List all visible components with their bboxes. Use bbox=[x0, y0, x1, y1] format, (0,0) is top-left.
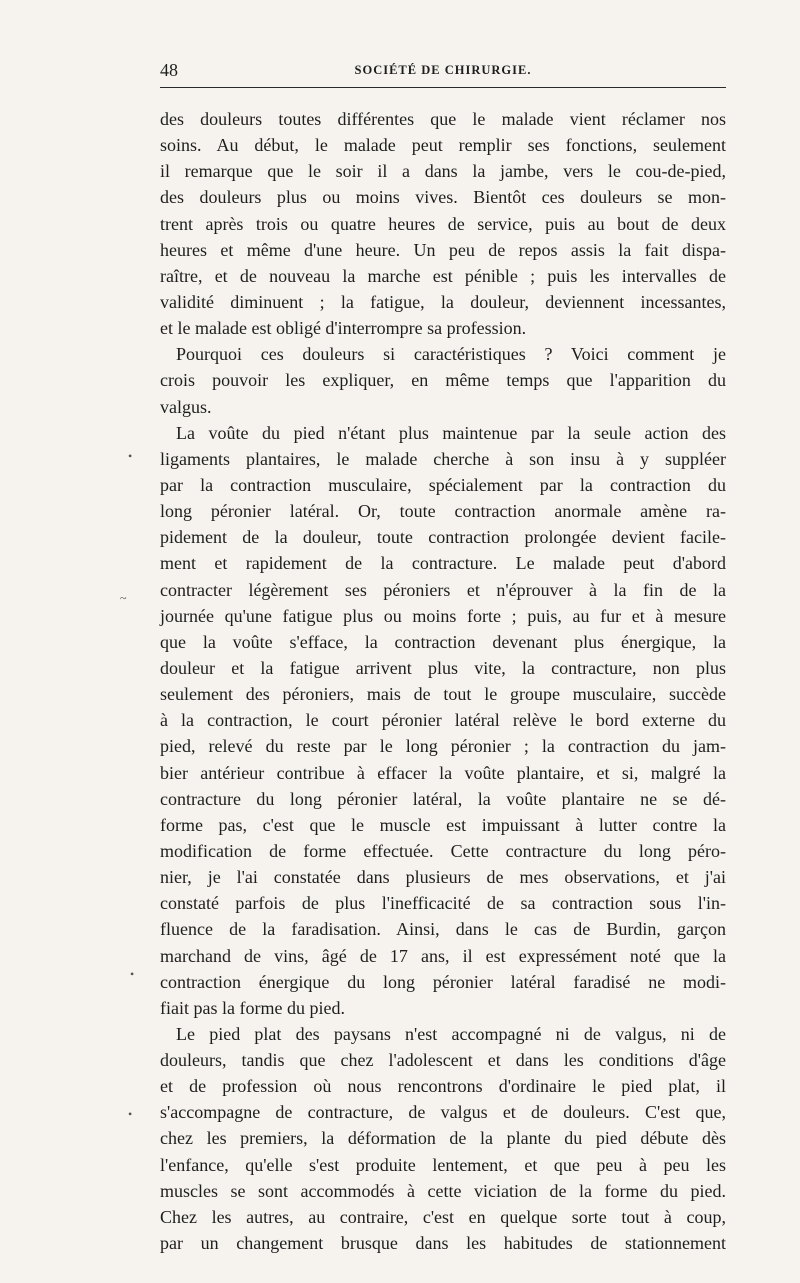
text-line: à la contraction, le court péronier latéral relève le bord externe du bbox=[160, 710, 726, 731]
running-title: SOCIÉTÉ DE CHIRURGIE. bbox=[354, 63, 532, 77]
body-text bbox=[160, 106, 726, 1256]
text-line: modification de forme effectuée. Cette contracture du long péro- bbox=[160, 840, 726, 861]
text-line: bier antérieur contribue à effacer la voûte plantaire, et si, malgré la bbox=[160, 762, 726, 783]
margin-mark: • bbox=[128, 1107, 133, 1121]
text-line: pied, relevé du reste par le long péronier ; la contraction du jam- bbox=[160, 736, 726, 757]
text-line: contraction énergique du long péronier latéral faradisé ne modi- bbox=[160, 971, 726, 992]
text-line: et le malade est obligé d'interrompre sa profession. bbox=[160, 318, 527, 339]
text-line: constaté parfois de plus l'inefficacité de sa contraction sous l'in- bbox=[160, 893, 726, 914]
text-line: contracture du long péronier latéral, la voûte plantaire ne se dé- bbox=[160, 788, 726, 809]
text-line: soins. Au début, le malade peut remplir ses fonctions, seulement bbox=[160, 135, 726, 156]
text-line: fluence de la faradisation. Ainsi, dans le cas de Burdin, garçon bbox=[160, 919, 726, 940]
margin-mark: • bbox=[128, 449, 133, 463]
text-line: muscles se sont accommodés à cette viciation de la forme du pied. bbox=[160, 1180, 726, 1201]
text-line: Pourquoi ces douleurs si caractéristiques ? Voici comment je bbox=[176, 344, 726, 365]
page-number: 48 bbox=[160, 60, 178, 80]
text-line: valgus. bbox=[160, 396, 212, 417]
text-line: fiait pas la forme du pied. bbox=[160, 997, 345, 1018]
text-line: Chez les autres, au contraire, c'est en quelque sorte tout à coup, bbox=[160, 1206, 726, 1227]
margin-mark: • bbox=[130, 967, 135, 981]
text-line: La voûte du pied n'étant plus maintenue par la seule action des bbox=[176, 422, 726, 443]
header-rule bbox=[160, 87, 726, 88]
text-line: contracter légèrement ses péroniers et n'éprouver à la fin de la bbox=[160, 579, 726, 600]
text-line: il remarque que le soir il a dans la jambe, vers le cou-de-pied, bbox=[160, 161, 726, 182]
text-line: et de profession où nous rencontrons d'ordinaire le pied plat, il bbox=[160, 1076, 726, 1097]
text-line: validité diminuent ; la fatigue, la douleur, deviennent incessantes, bbox=[160, 291, 726, 312]
text-line: que la voûte s'efface, la contraction devenant plus énergique, la bbox=[160, 631, 726, 652]
text-line: ligaments plantaires, le malade cherche à son insu à y suppléer bbox=[160, 448, 726, 469]
text-line: heures et même d'une heure. Un peu de repos assis la fait dispa- bbox=[160, 239, 726, 260]
text-line: journée qu'une fatigue plus ou moins forte ; puis, au fur et à mesure bbox=[160, 605, 726, 626]
text-line: par un changement brusque dans les habitudes de stationnement bbox=[160, 1233, 726, 1254]
page-header bbox=[160, 58, 726, 82]
text-line: des douleurs toutes différentes que le malade vient réclamer nos bbox=[160, 109, 726, 129]
text-line: douleurs, tandis que chez l'adolescent et dans les conditions d'âge bbox=[160, 1050, 726, 1071]
text-line: l'enfance, qu'elle s'est produite lentement, et que peu à peu les bbox=[160, 1154, 726, 1175]
text-line: crois pouvoir les expliquer, en même temps que l'apparition du bbox=[160, 370, 726, 391]
text-line: seulement des péroniers, mais de tout le groupe musculaire, succède bbox=[160, 684, 726, 705]
text-line: des douleurs plus ou moins vives. Bientôt ces douleurs se mon- bbox=[160, 187, 726, 208]
text-line: long péronier latéral. Or, toute contraction anormale amène ra- bbox=[160, 501, 726, 522]
text-line: pidement de la douleur, toute contraction prolongée devient facile- bbox=[160, 527, 726, 548]
margin-mark: ~ bbox=[120, 591, 127, 605]
text-line: Le pied plat des paysans n'est accompagné ni de valgus, ni de bbox=[176, 1023, 726, 1044]
text-line: par la contraction musculaire, spécialement par la contraction du bbox=[160, 474, 726, 495]
text-line: nier, je l'ai constatée dans plusieurs de mes observations, et j'ai bbox=[160, 867, 726, 888]
text-line: chez les premiers, la déformation de la plante du pied débute dès bbox=[160, 1128, 726, 1149]
text-line: marchand de vins, âgé de 17 ans, il est expressément noté que la bbox=[160, 945, 726, 966]
text-line: forme pas, c'est que le muscle est impuissant à lutter contre la bbox=[160, 814, 726, 835]
text-line: douleur et la fatigue arrivent plus vite, la contracture, non plus bbox=[160, 657, 726, 678]
text-line: raître, et de nouveau la marche est pénible ; puis les intervalles de bbox=[160, 265, 726, 286]
text-line: ment et rapidement de la contracture. Le malade peut d'abord bbox=[160, 553, 726, 574]
text-line: trent après trois ou quatre heures de service, puis au bout de deux bbox=[160, 213, 726, 234]
text-line: s'accompagne de contracture, de valgus et de douleurs. C'est que, bbox=[160, 1102, 726, 1123]
